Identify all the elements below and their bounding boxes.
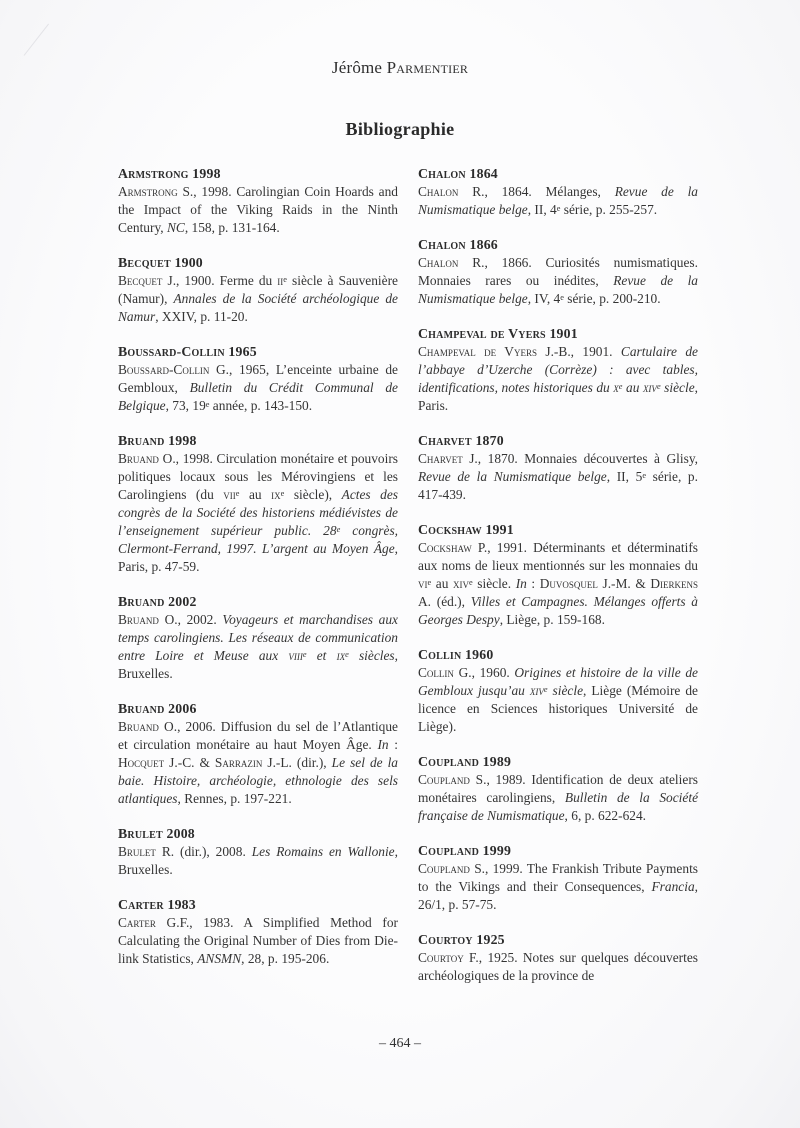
bib-entry (418, 431, 698, 504)
bib-entry-heading: Charvet 1870 (418, 433, 504, 448)
bib-entry (418, 520, 698, 629)
bib-entry-author: Bruand (118, 433, 165, 448)
bib-entry (118, 824, 398, 879)
bib-entry-body: Bruand O., 1998. Circulation monétaire et pouvoirs politiques locaux sous les Mérovingiens et les Carolingiens (du vii$^e$ au $ix^e$ siècle), Actes des congrès de la Société des historiens médiévistes de l’enseignement supérieur public. 28e congrès, Clermont-Ferrand, 1997. L’argent au Moyen Âge, Paris, p. 47-59. (118, 451, 399, 574)
bib-entry-author: Becquet (118, 255, 171, 270)
bib-entry-heading: Courtoy 1925 (418, 932, 505, 947)
bib-entry-author: Boussard-Collin (118, 344, 225, 359)
bib-entry-body: Chalon R., 1864. Mélanges, Revue de la Numismatique belge, II, 4e série, p. 255-257. (418, 184, 698, 217)
bib-entry-author: Coupland (418, 843, 480, 858)
author-last-name: Parmentier (386, 58, 469, 77)
bib-entry-author: Cockshaw (418, 522, 482, 537)
bib-entry-author: Carter (118, 897, 164, 912)
bib-entry-heading: Champeval de Vyers 1901 (418, 326, 578, 341)
bib-entry (418, 752, 698, 825)
bib-entry-body: Champeval de Vyers J.-B., 1901. Cartulaire de l’abbaye d’Uzerche (Corrèze) : avec tables, identifications, notes historiques du $x^e$ au xiv$^e$ siècle, Paris. (418, 344, 698, 413)
bib-entry-author: Bruand (118, 594, 165, 609)
bib-entry-author: Brulet (118, 826, 163, 841)
bib-entry-author: Collin (418, 647, 462, 662)
bib-entry-body: Carter G.F., 1983. A Simplified Method for Calculating the Original Number of Dies from Die-link Statistics, ANSMN, 28, p. 195-206. (118, 915, 398, 966)
page-header-author (0, 58, 800, 78)
bib-entry-body: Charvet J., 1870. Monnaies découvertes à Glisy, Revue de la Numismatique belge, II, 5e série, p. 417-439. (418, 451, 698, 502)
page-title: Bibliographie (345, 119, 455, 139)
bib-entry-author: Bruand (118, 701, 165, 716)
bib-entry-heading: Boussard-Collin 1965 (118, 344, 257, 359)
author-first-name: Jérôme (331, 58, 387, 77)
bib-entry-heading: Carter 1983 (118, 897, 196, 912)
bib-entry-heading: Bruand 2006 (118, 701, 197, 716)
bib-entry-heading: Chalon 1864 (418, 166, 498, 181)
bib-entry-heading: Becquet 1900 (118, 255, 203, 270)
bib-entry (118, 431, 398, 576)
bib-entry (118, 592, 398, 683)
bib-entry (118, 895, 398, 968)
bib-entry (118, 699, 398, 808)
bibliography-column-left (118, 164, 398, 1001)
bib-entry-heading: Bruand 1998 (118, 433, 197, 448)
bib-entry-body: Cockshaw P., 1991. Déterminants et déterminatifs aux noms de lieux mentionnés sur les monnaies du $vi^e$ au xiv$^e$ siècle. In : Duvosquel J.-M. & Dierkens A. (éd.), Villes et Campagnes. Mélanges offerts à Georges Despy, Liège, p. 159-168. (418, 540, 699, 627)
bib-entry-heading: Bruand 2002 (118, 594, 197, 609)
bib-entry-author: Coupland (418, 754, 480, 769)
bib-entry (118, 164, 398, 237)
bib-entry (418, 235, 698, 308)
bib-entry-body: Coupland S., 1999. The Frankish Tribute Payments to the Vikings and their Consequences, Francia, 26/1, p. 57-75. (418, 861, 698, 912)
bib-entry-heading: Coupland 1999 (418, 843, 512, 858)
bib-entry-body: Brulet R. (dir.), 2008. Les Romains en Wallonie, Bruxelles. (118, 844, 398, 877)
bib-entry-heading: Cockshaw 1991 (418, 522, 514, 537)
bib-entry (418, 841, 698, 914)
bib-entry (118, 342, 398, 415)
bib-entry-author: Chalon (418, 166, 466, 181)
bib-entry (418, 324, 698, 415)
bibliography-columns (118, 164, 698, 1001)
bib-entry-heading: Chalon 1866 (418, 237, 498, 252)
bib-entry-body: Collin G., 1960. Origines et histoire de la ville de Gembloux jusqu’au xiv$^e$ siècle, Liège (Mémoire de licence en Sciences historiques Université de Liège). (418, 665, 698, 734)
bib-entry-body: Bruand O., 2002. Voyageurs et marchandises aux temps carolingiens. Les réseaux de communication entre Loire et Meuse aux viii$^e$ et $ix^e$ siècles, Bruxelles. (118, 612, 398, 681)
bib-entry-body: Coupland S., 1989. Identification de deux ateliers monétaires carolingiens, Bulletin de la Société française de Numismatique, 6, p. 622-624. (418, 772, 699, 823)
bib-entry-body: Bruand O., 2006. Diffusion du sel de l’Atlantique et circulation monétaire au haut Moyen Âge. In : Hocquet J.-C. & Sarrazin J.-L. (dir.), Le sel de la baie. Histoire, archéologie, ethnologie des sels atlantiques, Rennes, p. 197-221. (118, 719, 398, 806)
bib-entry-author: Armstrong (118, 166, 189, 181)
bib-entry-body: Armstrong S., 1998. Carolingian Coin Hoards and the Impact of the Viking Raids in the Ninth Century, NC, 158, p. 131-164. (118, 184, 398, 235)
bib-entry-author: Chalon (418, 237, 466, 252)
bib-entry-author: Champeval de Vyers (418, 326, 546, 341)
bib-entry (118, 253, 398, 326)
scan-artifact (24, 24, 49, 56)
bib-entry-body: Becquet J., 1900. Ferme du $ii^e$ siècle à Sauvenière (Namur), Annales de la Société archéologique de Namur, XXIV, p. 11-20. (118, 273, 398, 324)
bib-entry (418, 645, 698, 736)
page-number: – 464 – (379, 1036, 421, 1051)
bib-entry-heading: Coupland 1989 (418, 754, 512, 769)
bib-entry-heading: Armstrong 1998 (118, 166, 221, 181)
bib-entry-heading: Brulet 2008 (118, 826, 195, 841)
bib-entry (418, 930, 698, 985)
bib-entry-body: Boussard-Collin G., 1965, L’enceinte urbaine de Gembloux, Bulletin du Crédit Communal de Belgique, 73, 19e année, p. 143-150. (118, 362, 398, 413)
bib-entry-author: Courtoy (418, 932, 473, 947)
bib-entry (418, 164, 698, 219)
bib-entry-heading: Collin 1960 (418, 647, 494, 662)
bib-entry-body: Chalon R., 1866. Curiosités numismatiques. Monnaies rares ou inédites, Revue de la Numismatique belge, IV, 4e série, p. 200-210. (418, 255, 698, 306)
bibliography-column-right (418, 164, 698, 1001)
bib-entry-body: Courtoy F., 1925. Notes sur quelques découvertes archéologiques de la province de (418, 950, 698, 983)
bib-entry-author: Charvet (418, 433, 472, 448)
